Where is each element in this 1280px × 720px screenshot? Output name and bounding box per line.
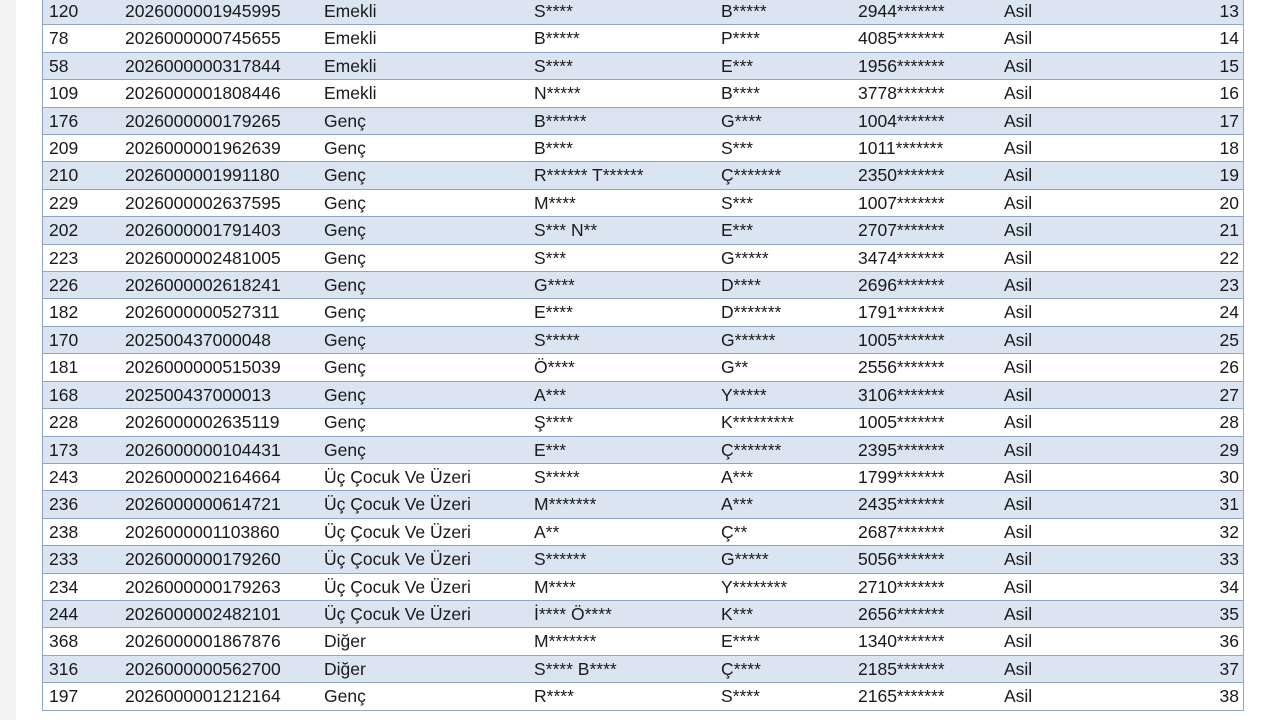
order-no-cell: 13 <box>1158 0 1243 25</box>
id-number-cell: 1956******* <box>852 52 998 79</box>
reference-no-cell: 2026000000614721 <box>119 491 318 518</box>
last-name-cell: E*** <box>715 217 852 244</box>
order-no-cell: 20 <box>1158 189 1243 216</box>
table-row <box>43 107 1243 134</box>
results-table <box>43 0 1243 711</box>
order-no-cell: 32 <box>1158 518 1243 545</box>
reference-no-cell: 202500437000048 <box>119 326 318 353</box>
id-number-cell: 4085******* <box>852 25 998 52</box>
reference-no-cell: 2026000001962639 <box>119 135 318 162</box>
status-cell: Asil <box>998 573 1158 600</box>
last-name-cell: K********* <box>715 409 852 436</box>
last-name-cell: Ç**** <box>715 655 852 682</box>
application-no-cell: 168 <box>43 381 119 408</box>
id-number-cell: 2687******* <box>852 518 998 545</box>
category-cell: Diğer <box>318 628 528 655</box>
status-cell: Asil <box>998 683 1158 710</box>
id-number-cell: 2656******* <box>852 600 998 627</box>
reference-no-cell: 2026000000562700 <box>119 655 318 682</box>
status-cell: Asil <box>998 491 1158 518</box>
application-no-cell: 182 <box>43 299 119 326</box>
last-name-cell: Ç******* <box>715 436 852 463</box>
order-no-cell: 29 <box>1158 436 1243 463</box>
order-no-cell: 37 <box>1158 655 1243 682</box>
id-number-cell: 5056******* <box>852 546 998 573</box>
order-no-cell: 31 <box>1158 491 1243 518</box>
status-cell: Asil <box>998 600 1158 627</box>
first-name-cell: A** <box>528 518 715 545</box>
table-row <box>43 628 1243 655</box>
order-no-cell: 16 <box>1158 80 1243 107</box>
results-table-container <box>42 0 1244 711</box>
table-row <box>43 491 1243 518</box>
table-row <box>43 326 1243 353</box>
status-cell: Asil <box>998 463 1158 490</box>
first-name-cell: S**** <box>528 52 715 79</box>
status-cell: Asil <box>998 655 1158 682</box>
reference-no-cell: 2026000000317844 <box>119 52 318 79</box>
reference-no-cell: 2026000001212164 <box>119 683 318 710</box>
application-no-cell: 120 <box>43 0 119 25</box>
reference-no-cell: 2026000002618241 <box>119 272 318 299</box>
last-name-cell: P**** <box>715 25 852 52</box>
table-row <box>43 244 1243 271</box>
id-number-cell: 2435******* <box>852 491 998 518</box>
id-number-cell: 2556******* <box>852 354 998 381</box>
table-row <box>43 80 1243 107</box>
application-no-cell: 176 <box>43 107 119 134</box>
reference-no-cell: 2026000000104431 <box>119 436 318 463</box>
order-no-cell: 27 <box>1158 381 1243 408</box>
last-name-cell: A*** <box>715 491 852 518</box>
last-name-cell: S*** <box>715 189 852 216</box>
application-no-cell: 210 <box>43 162 119 189</box>
status-cell: Asil <box>998 217 1158 244</box>
table-row <box>43 135 1243 162</box>
page-margin <box>0 0 16 720</box>
category-cell: Genç <box>318 162 528 189</box>
category-cell: Emekli <box>318 25 528 52</box>
category-cell: Genç <box>318 107 528 134</box>
category-cell: Üç Çocuk Ve Üzeri <box>318 491 528 518</box>
category-cell: Genç <box>318 326 528 353</box>
application-no-cell: 234 <box>43 573 119 600</box>
application-no-cell: 58 <box>43 52 119 79</box>
first-name-cell: B**** <box>528 135 715 162</box>
first-name-cell: E**** <box>528 299 715 326</box>
application-no-cell: 243 <box>43 463 119 490</box>
category-cell: Genç <box>318 217 528 244</box>
id-number-cell: 1005******* <box>852 409 998 436</box>
category-cell: Genç <box>318 244 528 271</box>
reference-no-cell: 2026000001808446 <box>119 80 318 107</box>
status-cell: Asil <box>998 299 1158 326</box>
last-name-cell: Ç******* <box>715 162 852 189</box>
category-cell: Genç <box>318 683 528 710</box>
order-no-cell: 15 <box>1158 52 1243 79</box>
order-no-cell: 17 <box>1158 107 1243 134</box>
first-name-cell: N***** <box>528 80 715 107</box>
first-name-cell: M******* <box>528 491 715 518</box>
category-cell: Genç <box>318 354 528 381</box>
application-no-cell: 236 <box>43 491 119 518</box>
last-name-cell: A*** <box>715 463 852 490</box>
id-number-cell: 1005******* <box>852 326 998 353</box>
first-name-cell: Ş**** <box>528 409 715 436</box>
first-name-cell: E*** <box>528 436 715 463</box>
order-no-cell: 25 <box>1158 326 1243 353</box>
application-no-cell: 78 <box>43 25 119 52</box>
first-name-cell: S**** B**** <box>528 655 715 682</box>
last-name-cell: S*** <box>715 135 852 162</box>
id-number-cell: 2185******* <box>852 655 998 682</box>
order-no-cell: 22 <box>1158 244 1243 271</box>
order-no-cell: 26 <box>1158 354 1243 381</box>
reference-no-cell: 2026000001991180 <box>119 162 318 189</box>
last-name-cell: B**** <box>715 80 852 107</box>
category-cell: Genç <box>318 409 528 436</box>
table-row <box>43 683 1243 710</box>
category-cell: Diğer <box>318 655 528 682</box>
category-cell: Üç Çocuk Ve Üzeri <box>318 573 528 600</box>
application-no-cell: 170 <box>43 326 119 353</box>
last-name-cell: G***** <box>715 546 852 573</box>
first-name-cell: S***** <box>528 463 715 490</box>
category-cell: Üç Çocuk Ve Üzeri <box>318 518 528 545</box>
status-cell: Asil <box>998 244 1158 271</box>
id-number-cell: 2165******* <box>852 683 998 710</box>
status-cell: Asil <box>998 52 1158 79</box>
table-body <box>43 0 1243 710</box>
first-name-cell: Ö**** <box>528 354 715 381</box>
order-no-cell: 19 <box>1158 162 1243 189</box>
status-cell: Asil <box>998 189 1158 216</box>
status-cell: Asil <box>998 354 1158 381</box>
application-no-cell: 202 <box>43 217 119 244</box>
table-row <box>43 381 1243 408</box>
first-name-cell: R**** <box>528 683 715 710</box>
application-no-cell: 226 <box>43 272 119 299</box>
first-name-cell: A*** <box>528 381 715 408</box>
id-number-cell: 3778******* <box>852 80 998 107</box>
application-no-cell: 173 <box>43 436 119 463</box>
table-row <box>43 162 1243 189</box>
status-cell: Asil <box>998 326 1158 353</box>
id-number-cell: 2696******* <box>852 272 998 299</box>
status-cell: Asil <box>998 518 1158 545</box>
category-cell: Üç Çocuk Ve Üzeri <box>318 546 528 573</box>
reference-no-cell: 2026000000745655 <box>119 25 318 52</box>
id-number-cell: 2707******* <box>852 217 998 244</box>
status-cell: Asil <box>998 135 1158 162</box>
reference-no-cell: 2026000001103860 <box>119 518 318 545</box>
table-row <box>43 573 1243 600</box>
table-row <box>43 0 1243 25</box>
id-number-cell: 1004******* <box>852 107 998 134</box>
table-row <box>43 655 1243 682</box>
last-name-cell: E**** <box>715 628 852 655</box>
reference-no-cell: 2026000000527311 <box>119 299 318 326</box>
status-cell: Asil <box>998 272 1158 299</box>
id-number-cell: 1340******* <box>852 628 998 655</box>
status-cell: Asil <box>998 25 1158 52</box>
order-no-cell: 23 <box>1158 272 1243 299</box>
reference-no-cell: 2026000001791403 <box>119 217 318 244</box>
last-name-cell: Ç** <box>715 518 852 545</box>
status-cell: Asil <box>998 80 1158 107</box>
reference-no-cell: 2026000002637595 <box>119 189 318 216</box>
first-name-cell: İ**** Ö**** <box>528 600 715 627</box>
first-name-cell: M******* <box>528 628 715 655</box>
order-no-cell: 28 <box>1158 409 1243 436</box>
status-cell: Asil <box>998 162 1158 189</box>
last-name-cell: E*** <box>715 52 852 79</box>
application-no-cell: 181 <box>43 354 119 381</box>
category-cell: Genç <box>318 135 528 162</box>
reference-no-cell: 202500437000013 <box>119 381 318 408</box>
reference-no-cell: 2026000000179260 <box>119 546 318 573</box>
reference-no-cell: 2026000000515039 <box>119 354 318 381</box>
status-cell: Asil <box>998 409 1158 436</box>
id-number-cell: 3474******* <box>852 244 998 271</box>
category-cell: Emekli <box>318 0 528 25</box>
first-name-cell: S***** <box>528 326 715 353</box>
application-no-cell: 223 <box>43 244 119 271</box>
application-no-cell: 244 <box>43 600 119 627</box>
last-name-cell: S**** <box>715 683 852 710</box>
category-cell: Genç <box>318 381 528 408</box>
status-cell: Asil <box>998 381 1158 408</box>
id-number-cell: 3106******* <box>852 381 998 408</box>
application-no-cell: 109 <box>43 80 119 107</box>
reference-no-cell: 2026000001945995 <box>119 0 318 25</box>
table-row <box>43 25 1243 52</box>
reference-no-cell: 2026000002482101 <box>119 600 318 627</box>
last-name-cell: D**** <box>715 272 852 299</box>
last-name-cell: D******* <box>715 299 852 326</box>
order-no-cell: 35 <box>1158 600 1243 627</box>
category-cell: Genç <box>318 299 528 326</box>
category-cell: Üç Çocuk Ve Üzeri <box>318 463 528 490</box>
category-cell: Üç Çocuk Ve Üzeri <box>318 600 528 627</box>
table-row <box>43 600 1243 627</box>
first-name-cell: S**** <box>528 0 715 25</box>
last-name-cell: G**** <box>715 107 852 134</box>
id-number-cell: 2350******* <box>852 162 998 189</box>
last-name-cell: G** <box>715 354 852 381</box>
category-cell: Genç <box>318 436 528 463</box>
last-name-cell: G***** <box>715 244 852 271</box>
table-row <box>43 436 1243 463</box>
last-name-cell: K*** <box>715 600 852 627</box>
order-no-cell: 38 <box>1158 683 1243 710</box>
first-name-cell: M**** <box>528 573 715 600</box>
last-name-cell: Y******** <box>715 573 852 600</box>
reference-no-cell: 2026000002635119 <box>119 409 318 436</box>
application-no-cell: 233 <box>43 546 119 573</box>
application-no-cell: 368 <box>43 628 119 655</box>
first-name-cell: S*** <box>528 244 715 271</box>
last-name-cell: G****** <box>715 326 852 353</box>
id-number-cell: 2395******* <box>852 436 998 463</box>
application-no-cell: 238 <box>43 518 119 545</box>
first-name-cell: B****** <box>528 107 715 134</box>
category-cell: Emekli <box>318 80 528 107</box>
table-row <box>43 189 1243 216</box>
id-number-cell: 1791******* <box>852 299 998 326</box>
reference-no-cell: 2026000000179263 <box>119 573 318 600</box>
reference-no-cell: 2026000002164664 <box>119 463 318 490</box>
table-row <box>43 299 1243 326</box>
reference-no-cell: 2026000000179265 <box>119 107 318 134</box>
category-cell: Emekli <box>318 52 528 79</box>
id-number-cell: 1007******* <box>852 189 998 216</box>
first-name-cell: M**** <box>528 189 715 216</box>
first-name-cell: B***** <box>528 25 715 52</box>
order-no-cell: 14 <box>1158 25 1243 52</box>
category-cell: Genç <box>318 189 528 216</box>
order-no-cell: 34 <box>1158 573 1243 600</box>
first-name-cell: S****** <box>528 546 715 573</box>
table-row <box>43 354 1243 381</box>
first-name-cell: R****** T****** <box>528 162 715 189</box>
table-row <box>43 52 1243 79</box>
application-no-cell: 316 <box>43 655 119 682</box>
application-no-cell: 228 <box>43 409 119 436</box>
status-cell: Asil <box>998 628 1158 655</box>
order-no-cell: 21 <box>1158 217 1243 244</box>
table-row <box>43 518 1243 545</box>
order-no-cell: 30 <box>1158 463 1243 490</box>
last-name-cell: Y***** <box>715 381 852 408</box>
table-row <box>43 546 1243 573</box>
reference-no-cell: 2026000002481005 <box>119 244 318 271</box>
id-number-cell: 1011******* <box>852 135 998 162</box>
order-no-cell: 18 <box>1158 135 1243 162</box>
reference-no-cell: 2026000001867876 <box>119 628 318 655</box>
status-cell: Asil <box>998 107 1158 134</box>
status-cell: Asil <box>998 0 1158 25</box>
id-number-cell: 1799******* <box>852 463 998 490</box>
id-number-cell: 2944******* <box>852 0 998 25</box>
application-no-cell: 197 <box>43 683 119 710</box>
table-row <box>43 217 1243 244</box>
status-cell: Asil <box>998 436 1158 463</box>
category-cell: Genç <box>318 272 528 299</box>
id-number-cell: 2710******* <box>852 573 998 600</box>
first-name-cell: G**** <box>528 272 715 299</box>
application-no-cell: 229 <box>43 189 119 216</box>
application-no-cell: 209 <box>43 135 119 162</box>
table-row <box>43 272 1243 299</box>
order-no-cell: 24 <box>1158 299 1243 326</box>
order-no-cell: 33 <box>1158 546 1243 573</box>
status-cell: Asil <box>998 546 1158 573</box>
table-row <box>43 409 1243 436</box>
table-row <box>43 463 1243 490</box>
last-name-cell: B***** <box>715 0 852 25</box>
first-name-cell: S*** N** <box>528 217 715 244</box>
order-no-cell: 36 <box>1158 628 1243 655</box>
